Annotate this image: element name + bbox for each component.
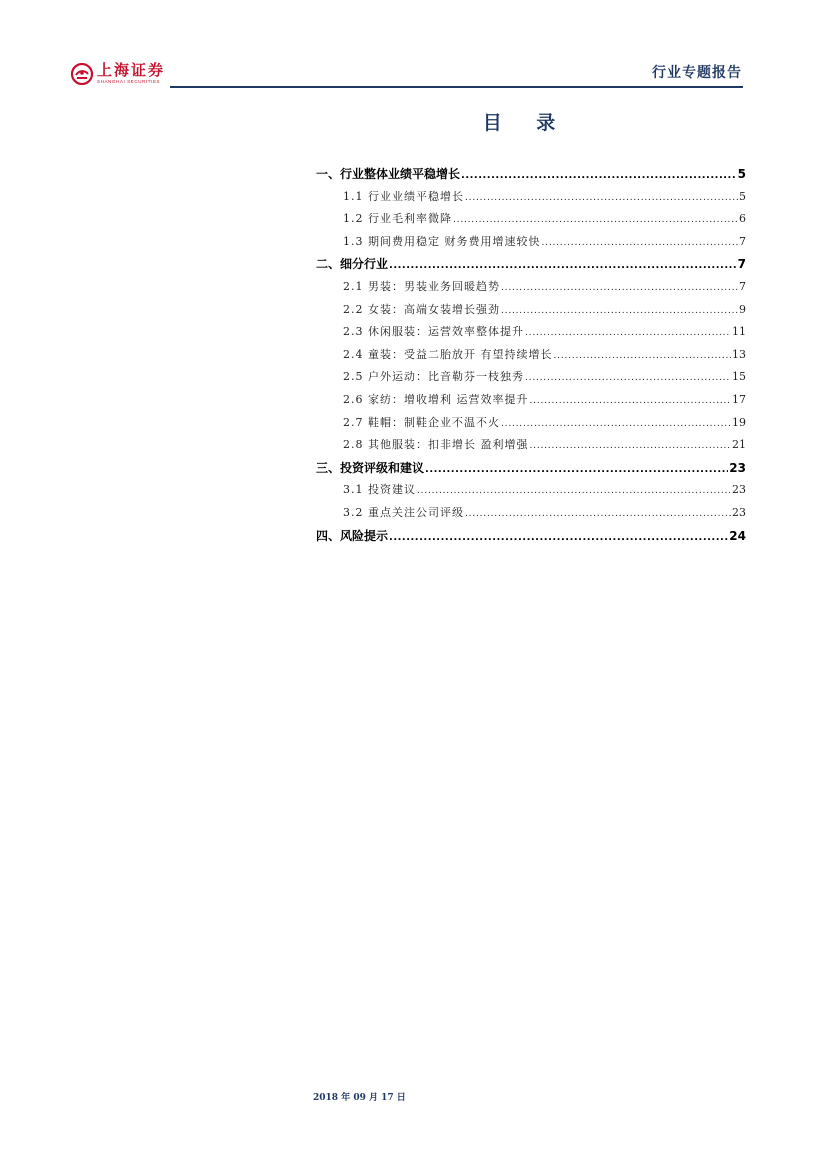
toc-section-entry[interactable]: [316, 527, 746, 550]
toc-entry-label: 2.8 其他服装：扣非增长 盈利增强: [343, 438, 529, 452]
toc-subsection-entry[interactable]: [316, 481, 746, 504]
toc-subsection-entry[interactable]: [316, 414, 746, 437]
toc-dot-leader: [554, 351, 732, 361]
toc-dot-leader: [525, 328, 731, 338]
toc-entry-page-number: 23: [729, 460, 746, 475]
toc-entry-page-number: 15: [732, 370, 746, 384]
toc-section-entry[interactable]: [316, 255, 746, 278]
toc-dot-leader: [453, 215, 738, 225]
toc-entry-page-number: 23: [732, 483, 746, 497]
toc-entry-label: 3.1 投资建议: [343, 483, 416, 497]
toc-entry-page-number: 7: [737, 257, 746, 272]
toc-dot-leader: [530, 396, 732, 406]
toc-entry-label: 2.1 男装：男装业务回暖趋势: [343, 279, 500, 293]
toc-dot-leader: [461, 170, 737, 181]
toc-subsection-entry[interactable]: [316, 368, 746, 391]
toc-entry-page-number: 9: [739, 302, 746, 316]
toc-entry-label: 3.2 重点关注公司评级: [343, 505, 464, 519]
toc-dot-leader: [389, 260, 737, 271]
toc-subsection-entry[interactable]: [316, 233, 746, 256]
logo-english-name: SHANGHAI SECURITIES: [97, 79, 161, 85]
toc-dot-leader: [530, 441, 732, 451]
toc-subsection-entry[interactable]: [316, 210, 746, 233]
toc-entry-label: 2.2 女装：高端女装增长强劲: [343, 302, 500, 316]
toc-dot-leader: [417, 486, 731, 496]
toc-dot-leader: [525, 373, 731, 383]
toc-entry-label: 2.3 休闲服装：运营效率整体提升: [343, 325, 524, 339]
company-logo: [70, 60, 165, 88]
toc-dot-leader: [389, 532, 728, 543]
toc-entry-label: 2.5 户外运动：比音勒芬一枝独秀: [343, 370, 524, 384]
toc-dot-leader: [465, 193, 738, 203]
toc-entry-label: 1.2 行业毛利率微降: [343, 212, 452, 226]
toc-subsection-entry[interactable]: [316, 391, 746, 414]
toc-entry-label: 1.3 期间费用稳定 财务费用增速较快: [343, 234, 541, 248]
toc-subsection-entry[interactable]: [316, 278, 746, 301]
toc-subsection-entry[interactable]: [316, 436, 746, 459]
toc-subsection-entry[interactable]: [316, 346, 746, 369]
toc-dot-leader: [465, 509, 731, 519]
toc-subsection-entry[interactable]: [316, 323, 746, 346]
toc-dot-leader: [542, 238, 739, 248]
toc-entry-page-number: 13: [732, 347, 746, 361]
toc-dot-leader: [501, 419, 731, 429]
toc-subsection-entry[interactable]: [316, 188, 746, 211]
toc-entry-label: 2.6 家纺：增收增利 运营效率提升: [343, 392, 529, 406]
toc-section-entry[interactable]: [316, 459, 746, 482]
toc-entry-page-number: 17: [732, 392, 746, 406]
toc-entry-label: 三、投资评级和建议: [316, 460, 425, 475]
toc-entry-page-number: 11: [732, 325, 746, 339]
toc-entry-page-number: 7: [739, 279, 746, 293]
table-of-contents: [316, 165, 746, 549]
toc-dot-leader: [501, 283, 738, 293]
toc-entry-page-number: 24: [729, 528, 746, 543]
report-type-label: 行业专题报告: [652, 65, 742, 81]
toc-entry-page-number: 6: [739, 212, 746, 226]
toc-title: 目 录: [482, 112, 570, 134]
toc-entry-page-number: 21: [732, 438, 746, 452]
toc-entry-label: 一、行业整体业绩平稳增长: [316, 167, 461, 181]
toc-entry-page-number: 5: [739, 189, 746, 203]
toc-entry-label: 二、细分行业: [316, 257, 389, 272]
header-divider: [170, 86, 743, 88]
toc-subsection-entry[interactable]: [316, 504, 746, 527]
toc-entry-page-number: 19: [732, 415, 746, 429]
toc-section-entry[interactable]: [316, 165, 746, 188]
toc-entry-label: 1.1 行业业绩平稳增长: [343, 189, 464, 203]
toc-entry-page-number: 5: [737, 167, 746, 181]
toc-entry-page-number: 7: [739, 234, 746, 248]
report-date: 2018 年 09 月 17 日: [313, 1093, 406, 1103]
logo-chinese-name: 上海证券: [97, 61, 166, 80]
toc-dot-leader: [425, 464, 728, 475]
logo-emblem-icon: [70, 62, 94, 86]
toc-entry-label: 四、风险提示: [316, 528, 389, 543]
toc-dot-leader: [501, 306, 738, 316]
toc-entry-label: 2.4 童装：受益二胎放开 有望持续增长: [343, 347, 553, 361]
toc-entry-label: 2.7 鞋帽：制鞋企业不温不火: [343, 415, 500, 429]
toc-subsection-entry[interactable]: [316, 301, 746, 324]
toc-entry-page-number: 23: [732, 505, 746, 519]
